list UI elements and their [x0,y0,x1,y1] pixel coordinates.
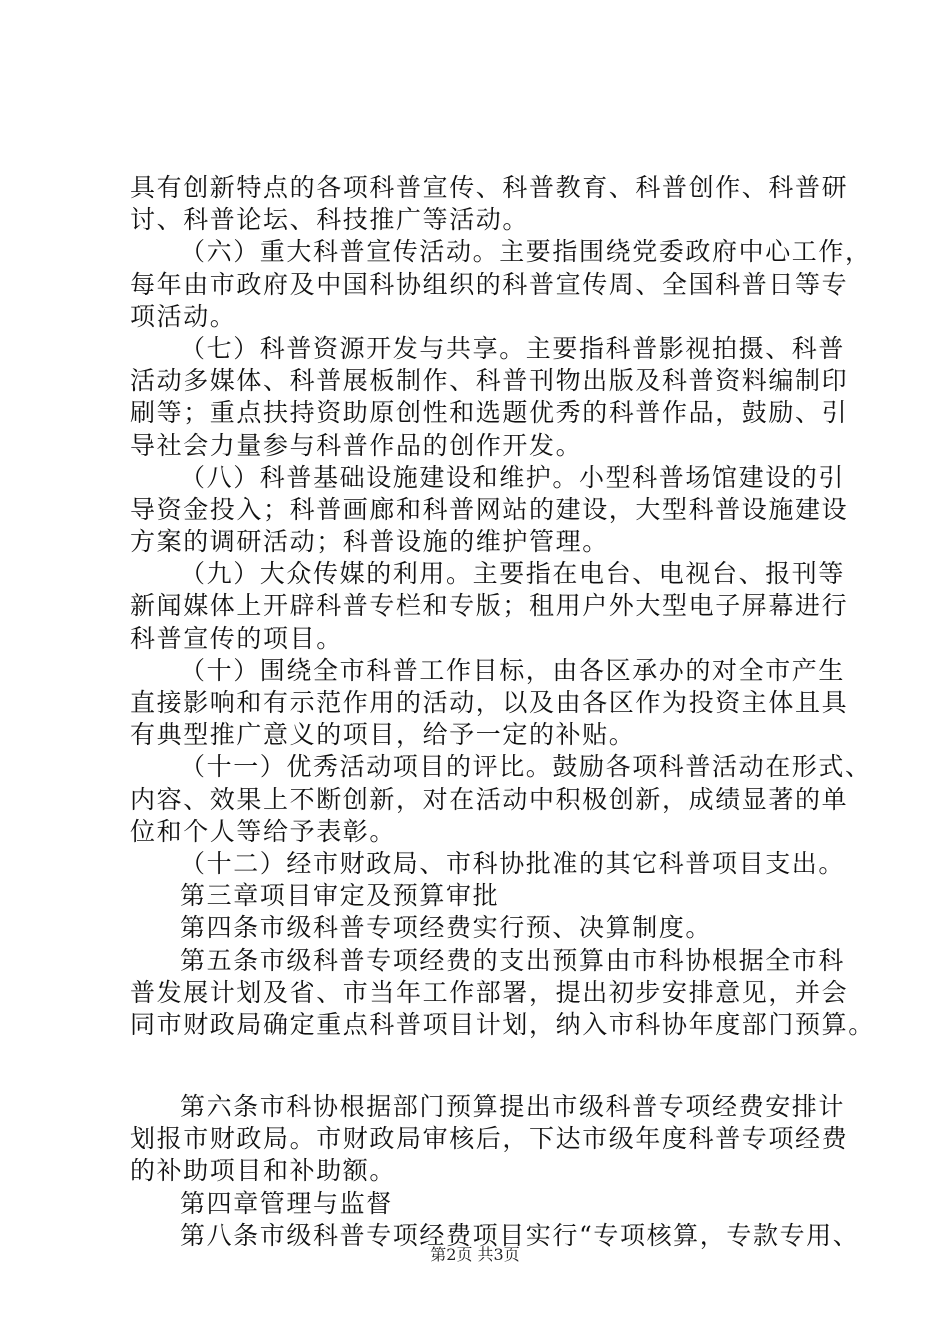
text-line: （十）围绕全市科普工作目标，由各区承办的对全市产生 [180,655,846,685]
page-number: 第2页 共3页 [430,1245,520,1264]
text-line: 科普宣传的项目。 [130,623,343,653]
text-line: 同市财政局确定重点科普项目计划，纳入市科协年度部门预算。 [130,1009,875,1039]
paragraph-gap [130,1041,842,1091]
chapter-heading: 第三章项目审定及预算审批 [180,881,500,911]
document-body [130,172,875,1252]
text-line: 项活动。 [130,301,237,331]
text-line: （八）科普基础设施建设和维护。小型科普场馆建设的引 [180,462,846,492]
text-line: 的补助项目和补助额。 [130,1156,397,1186]
text-line: 导资金投入；科普画廊和科普网站的建设，大型科普设施建设 [130,494,849,524]
text-line: 刷等；重点扶持资助原创性和选题优秀的科普作品，鼓励、引 [130,398,849,428]
text-line: 划报市财政局。市财政局审核后，下达市级年度科普专项经费 [130,1124,849,1154]
text-line: 直接影响和有示范作用的活动，以及由各区作为投资主体且具 [130,688,849,717]
text-line: 具有创新特点的各项科普宣传、科普教育、科普创作、科普研 [130,173,849,202]
text-line: （九）大众传媒的利用。主要指在电台、电视台、报刊等 [180,559,846,589]
text-line: 新闻媒体上开辟科普专栏和专版；租用户外大型电子屏幕进行 [130,591,849,621]
text-line: 每年由市政府及中国科协组织的科普宣传周、全国科普日等专 [130,269,849,299]
chapter-heading: 第四章管理与监督 [180,1188,393,1218]
text-line: 内容、效果上不断创新，对在活动中积极创新，成绩显著的单 [130,784,849,814]
text-line: 位和个人等给予表彰。 [130,816,397,846]
text-line: 方案的调研活动；科普设施的维护管理。 [130,527,609,557]
text-line: 第五条市级科普专项经费的支出预算由市科协根据全市科 [180,945,846,975]
text-line: （十一）优秀活动项目的评比。鼓励各项科普活动在形式、 [180,752,872,782]
text-line: （七）科普资源开发与共享。主要指科普影视拍摄、科普 [180,333,846,363]
text-line: 导社会力量参与科普作品的创作开发。 [130,430,583,460]
text-line: 普发展计划及省、市当年工作部署，提出初步安排意见，并会 [130,977,849,1007]
text-line: 第八条市级科普专项经费项目实行“专项核算，专款专用、 [180,1220,860,1250]
text-line: （十二）经市财政局、市科协批准的其它科普项目支出。 [180,848,846,878]
text-line: （六）重大科普宣传活动。主要指围绕党委政府中心工作， [180,237,872,267]
text-line: 讨、科普论坛、科技推广等活动。 [130,205,530,235]
text-line: 第四条市级科普专项经费实行预、决算制度。 [180,913,713,943]
text-line: 第六条市科协根据部门预算提出市级科普专项经费安排计 [180,1092,846,1122]
text-line: 有典型推广意义的项目，给予一定的补贴。 [130,720,636,750]
text-line: 活动多媒体、科普展板制作、科普刊物出版及科普资料编制印 [130,366,849,396]
